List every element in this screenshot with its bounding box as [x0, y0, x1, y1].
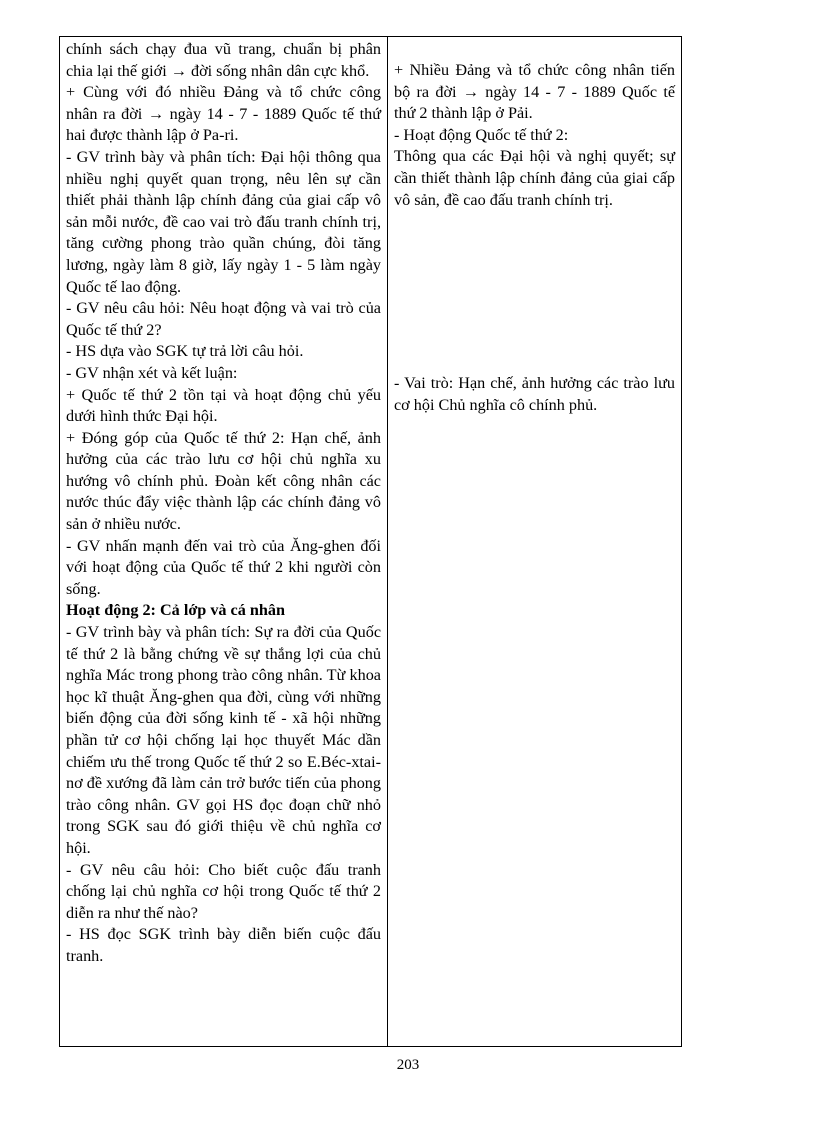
spacer [394, 211, 675, 373]
paragraph: - GV nêu câu hỏi: Nêu hoạt động và vai trò của Quốc tế thứ 2? [66, 299, 381, 339]
paragraph: - GV nêu câu hỏi: Cho biết cuộc đấu tranh chống lại chủ nghĩa cơ hội trong Quốc tế thứ 2 diễn ra như thế nào? [66, 860, 381, 922]
paragraph: + Nhiều Đảng và tổ chức công nhân tiến bộ ra đời → ngày 14 - 7 - 1889 Quốc tế thứ 2 thành lập ở Pải. [394, 61, 675, 123]
content-column [388, 37, 681, 1046]
paragraph: - HS dựa vào SGK tự trả lời câu hỏi. [66, 342, 304, 361]
paragraph: - GV nhận xét và kết luận: [66, 363, 238, 382]
activity-heading: Hoạt động 2: Cả lớp và cá nhân [66, 601, 285, 620]
page-number: 203 [396, 1057, 420, 1073]
paragraph: - Hoạt động Quốc tế thứ 2: [394, 125, 569, 144]
paragraph: - GV trình bày và phân tích: Sự ra đời của Quốc tế thứ 2 là bằng chứng về sự thắng lợi của chủ nghĩa Mác trong phong trào công nhân. Từ khoa học kĩ thuật Ăng-ghen qua đời, cùng với những biến động của đời sống kinh tế - xã hội những phần tử cơ hội chống lại học thuyết Mác dần chiếm ưu thế trong Quốc tế thứ 2 so E.Béc-xtai-nơ đề xướng đã làm cản trở bước tiến của phong trào công nhân. GV gọi HS đọc đoạn chữ nhỏ trong SGK sau đó giới thiệu về chủ nghĩa cơ hội. [66, 623, 381, 857]
lesson-table [59, 36, 682, 1047]
paragraph: + Đóng góp của Quốc tế thứ 2: Hạn chế, ảnh hưởng của các trào lưu cơ hội chủ nghĩa xu hướng vô chính phủ. Đoàn kết công nhân các nước thúc đẩy việc thành lập các chính đảng vô sản ở nhiều nước. [66, 428, 381, 534]
paragraph: + Quốc tế thứ 2 tồn tại và hoạt động chủ yếu dưới hình thức Đại hội. [66, 385, 381, 426]
paragraph: + Cùng với đó nhiều Đảng và tổ chức công nhân ra đời → ngày 14 - 7 - 1889 Quốc tế thứ hai được thành lập ở Pa-ri. [66, 83, 381, 145]
paragraph: Thông qua các Đại hội và nghị quyết; sự cần thiết thành lập chính đảng của giai cấp vô sản, đề cao đấu tranh chính trị. [394, 147, 675, 209]
paragraph: - HS đọc SGK trình bày diễn biến cuộc đấu tranh. [66, 925, 381, 965]
teacher-activities-column [60, 37, 388, 1046]
paragraph: chính sách chạy đua vũ trang, chuẩn bị phân chia lại thế giới → đời sống nhân dân cực khổ. [66, 40, 381, 80]
paragraph: - Vai trò: Hạn chế, ảnh hưởng các trào lưu cơ hội Chủ nghĩa cô chính phủ. [394, 374, 675, 414]
paragraph: - GV nhấn mạnh đến vai trò của Ăng-ghen đối với hoạt động của Quốc tế thứ 2 khi người còn sống. [66, 536, 381, 598]
paragraph: - GV trình bày và phân tích: Đại hội thông qua nhiều nghị quyết quan trọng, nêu lên sự cần thiết phải thành lập chính đảng của giai cấp vô sản mỗi nước, đề cao vai trò đấu tranh chính trị, tăng cường phong trào quần chúng, đòi tăng lương, ngày làm 8 giờ, lấy ngày 1 - 5 làm ngày Quốc tế lao động. [66, 147, 381, 296]
